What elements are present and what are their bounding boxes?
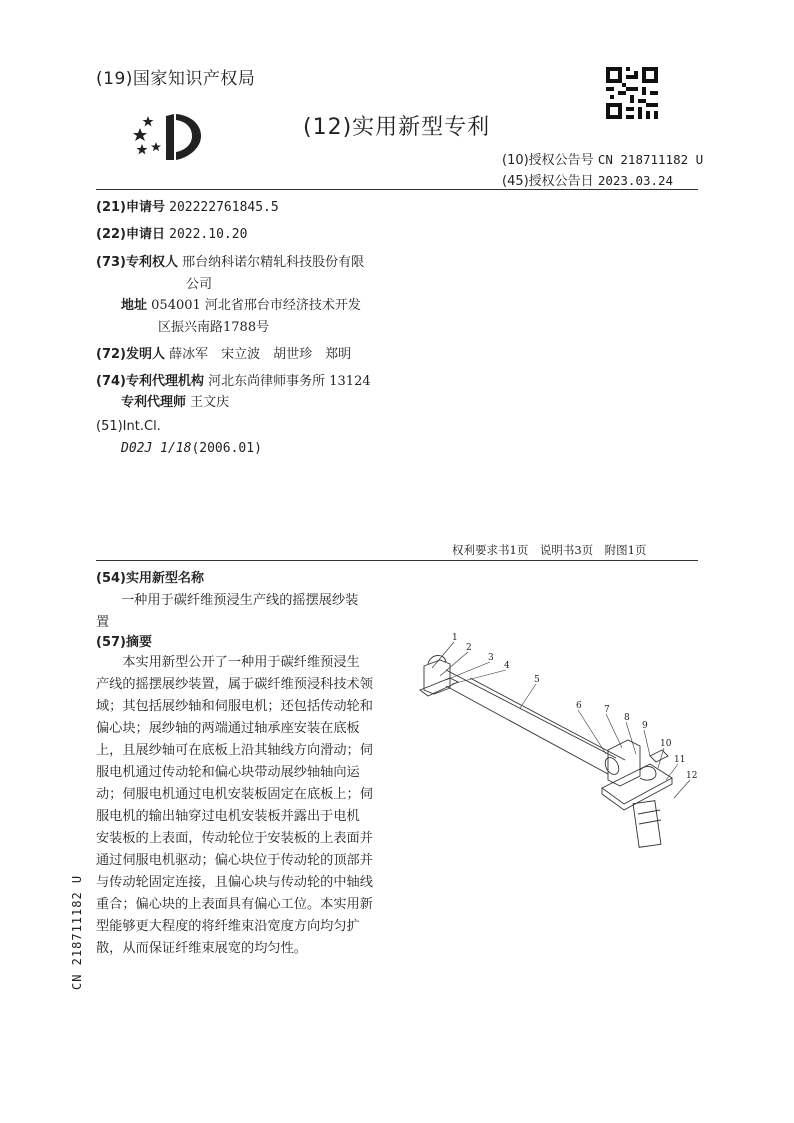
- application-number-field: [96, 196, 279, 215]
- publication-date-label: (45)授权公告日: [502, 174, 594, 189]
- callout-8: 8: [624, 713, 630, 723]
- left-bearing-cap: [428, 655, 446, 664]
- publication-number-line: [502, 149, 703, 168]
- callout-2: 2: [466, 643, 472, 653]
- eccentric-block: [650, 750, 668, 762]
- agency-field: [96, 370, 371, 389]
- abstract-line: 产线的摇摆展纱装置，属于碳纤维预浸科技术领: [96, 677, 373, 692]
- abstract-line: 安装板的上表面，传动轮位于安装板的上表面并: [96, 831, 373, 846]
- header-divider: [96, 189, 698, 190]
- abstract-line: 本实用新型公开了一种用于碳纤维预浸生: [96, 655, 360, 670]
- abstract-line: 偏心块；展纱轴的两端通过轴承座安装在底板: [96, 721, 360, 736]
- address-field: [121, 294, 361, 313]
- application-date-field: [96, 223, 247, 242]
- side-publication-code: CN 218711182 U: [70, 874, 84, 990]
- application-date-label: (22)申请日: [96, 227, 165, 242]
- address: 054001 河北省邢台市经济技术开发: [151, 298, 361, 313]
- patentee-name: 邢台纳科诺尔精轧科技股份有限: [182, 255, 365, 270]
- patentee-field: [96, 251, 364, 270]
- address-continued: 区振兴南路1788号: [158, 320, 270, 335]
- agent: 王文庆: [190, 395, 230, 410]
- cnipa-logo-icon: [130, 108, 208, 164]
- callout-3: 3: [488, 653, 494, 663]
- callout-1: 1: [452, 633, 458, 643]
- callout-7: 7: [604, 705, 610, 715]
- callout-11: 11: [674, 755, 686, 765]
- servo-motor: [633, 801, 661, 848]
- utility-model-title: 一种用于碳纤维预浸生产线的摇摆展纱装: [121, 593, 359, 608]
- document-type-title: (12)实用新型专利: [303, 115, 491, 140]
- abstract-line: 通过伺服电机驱动；偏心块位于传动轮的顶部并: [96, 853, 373, 868]
- patentee-label: (73)专利权人: [96, 255, 178, 270]
- agency: 河北东尚律师事务所 13124: [208, 374, 371, 389]
- shaft-end: [602, 755, 621, 777]
- abstract-text: [96, 652, 386, 960]
- ipc-version: (2006.01): [191, 441, 262, 456]
- utility-model-title-label: (54)实用新型名称: [96, 571, 204, 586]
- abstract-line: 重合；偏心块的上表面具有偏心工位。本实用新: [96, 897, 373, 912]
- callout-6: 6: [576, 701, 582, 711]
- patentee-name-continued: 公司: [186, 277, 213, 292]
- address-label: 地址: [121, 298, 148, 313]
- agent-field: [121, 391, 229, 410]
- publication-date: 2023.03.24: [597, 173, 674, 188]
- spreading-shaft: [446, 670, 616, 774]
- left-base-plate: [420, 678, 458, 696]
- callout-12: 12: [686, 771, 698, 781]
- ipc-field: [121, 441, 262, 456]
- abstract-line: 动；伺服电机通过电机安装板固定在底板上；伺: [96, 787, 373, 802]
- abstract-label: (57)摘要: [96, 635, 152, 650]
- publication-number-label: (10)授权公告号: [502, 153, 594, 168]
- abstract-line: 服电机的输出轴穿过电机安装板并露出于电机: [96, 809, 360, 824]
- abstract-line: 服电机通过传动轮和偏心块带动展纱轴轴向运: [96, 765, 360, 780]
- abstract-line: 散，从而保证纤维束展宽的均匀性。: [96, 941, 307, 956]
- office-name: (19)国家知识产权局: [96, 69, 256, 89]
- inventors-field: [96, 343, 351, 362]
- section-divider: [96, 560, 698, 561]
- abstract-line: 型能够更大程度的将纤维束沿宽度方向均匀扩: [96, 919, 360, 934]
- application-number-label: (21)申请号: [96, 200, 165, 215]
- left-bearing-block: [424, 660, 450, 694]
- agency-label: (74)专利代理机构: [96, 374, 204, 389]
- utility-model-title-continued: 置: [96, 615, 110, 630]
- agent-label: 专利代理师: [121, 395, 187, 410]
- inventors-label: (72)发明人: [96, 347, 165, 362]
- page-counts: 权利要求书1页 说明书3页 附图1页: [452, 543, 647, 557]
- abstract-line: 域；其包括展纱轴和伺服电机；还包括传动轮和: [96, 699, 373, 714]
- device-drawing: [410, 628, 700, 858]
- inventors: 薛冰军 宋立波 胡世珍 郑明: [169, 347, 352, 362]
- callout-leaders: [432, 642, 690, 798]
- publication-number: CN 218711182 U: [597, 152, 704, 167]
- transmission-wheel: [640, 767, 656, 781]
- abstract-line: 与传动轮固定连接，且偏心块与传动轮的中轴线: [96, 875, 373, 890]
- ipc-label: (51)Int.Cl.: [96, 419, 161, 434]
- ipc-code: D02J 1/18: [121, 441, 192, 456]
- callout-5: 5: [534, 675, 540, 685]
- abstract-line: 上，且展纱轴可在底板上沿其轴线方向滑动；伺: [96, 743, 373, 758]
- callout-9: 9: [642, 721, 648, 731]
- publication-date-line: [502, 170, 673, 189]
- application-number: 202222761845.5: [169, 200, 279, 215]
- right-bearing-block: [608, 740, 640, 786]
- application-date: 2022.10.20: [169, 227, 248, 242]
- qr-code-icon: [606, 67, 658, 119]
- right-base-plate: [602, 764, 672, 804]
- callout-4: 4: [504, 661, 510, 671]
- callout-10: 10: [660, 739, 672, 749]
